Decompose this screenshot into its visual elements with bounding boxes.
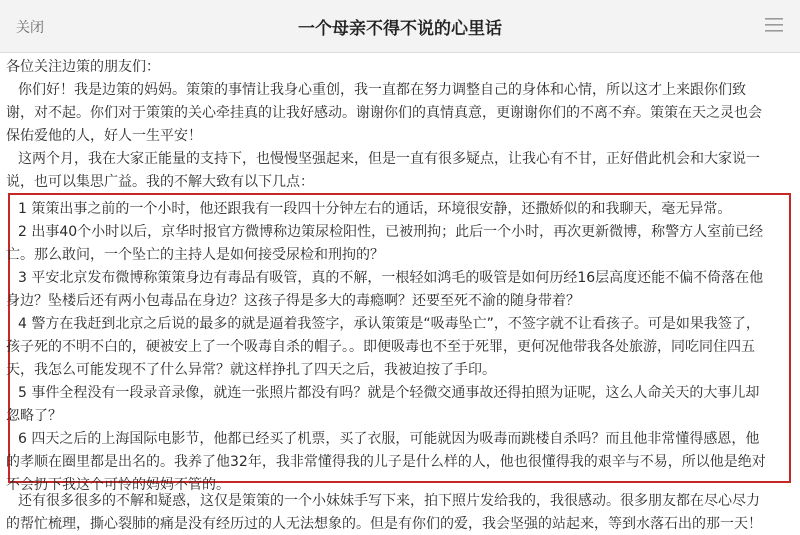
point-2: 2 出事40个小时以后，京华时报官方微博称边策尿检阳性，已被刑拘；此后一个小时，再次更新微博，称警方人室前已经 亡。那么敢问，一个坠亡的主持人是如何接受尿检和刑拘的？: [6, 224, 764, 263]
intro-paragraph: 你们好！我是边策的妈妈。策策的事情让我身心重创，我一直都在努力调整自己的身体和心情，所以这才上来跟你们致 谢，对不起。你们对于策策的关心牵挂真的让我好感动。谢谢你们的真情真意，更谢谢你们的不离不弃。策策在天之灵也会 保佑爱他的人，好人一生平安！: [6, 82, 762, 144]
point-6: 6 四天之后的上海国际电影节，他都已经买了机票，买了衣服，可能就因为吸毒而跳楼自杀吗？而且他非常懂得感恩，他 的孝顺在圈里都是出名的。我养了他32年，我非常懂得我的儿子是什么样的人，他也很懂得我的艰辛与不易，所以他是绝对 不会扔下我这个可怜的妈妈不管的。: [6, 431, 766, 493]
article-body: [0, 52, 800, 535]
menu-icon[interactable]: [764, 16, 784, 34]
point-5: 5 事件全程没有一段录音录像，就连一张照片都没有吗？就是个轻微交通事故还得拍照为证呢，这么人命关天的大事儿却 忽略了？: [6, 385, 760, 424]
greeting: 各位关注边策的朋友们：: [6, 59, 160, 75]
point-1: 1 策策出事之前的一个小时，他还跟我有一段四十分钟左右的通话，环境很安静，还撒娇似的和我聊天，毫无异常。: [18, 201, 732, 217]
page-title: 一个母亲不得不说的心里话: [298, 19, 502, 39]
top-nav-bar: [0, 0, 800, 53]
point-4: 4 警方在我赶到北京之后说的最多的就是逼着我签字，承认策策是“吸毒坠亡”，不签字就不让看孩子。可是如果我签了， 孩子死的不明不白的，硬被安上了一个吸毒自杀的帽子。。即便吸毒也不至于死罪，更何况他带我各处旅游，同吃同住四五 天，我怎么可能发现不了什么异常？就这样挣扎了四天之后，我被迫按了手印。: [6, 316, 760, 378]
closing-paragraph: 还有很多很多的不解和疑惑，这仅是策策的一个小妹妹手写下来，拍下照片发给我的，我很感动。很多朋友都在尽心尽力 的帮忙梳理，撕心裂肺的痛是没有经历过的人无法想象的。但是有你们的爱，我会坚强的站起来，等到水落石出的那一天！: [6, 493, 762, 532]
close-button[interactable]: 关闭: [16, 20, 44, 36]
context-paragraph: 这两个月，我在大家正能量的支持下，也慢慢坚强起来，但是一直有很多疑点，让我心有不甘，正好借此机会和大家说一 说，也可以集思广益。我的不解大致有以下几点：: [6, 151, 760, 190]
point-3: 3 平安北京发布微博称策策身边有毒品有吸管，真的不解，一根轻如鸿毛的吸管是如何历经16层高度还能不偏不倚落在他 身边？坠楼后还有两小包毒品在身边？这孩子得是多大的毒瘾啊？还要至死不渝的随身带着？: [6, 270, 764, 309]
